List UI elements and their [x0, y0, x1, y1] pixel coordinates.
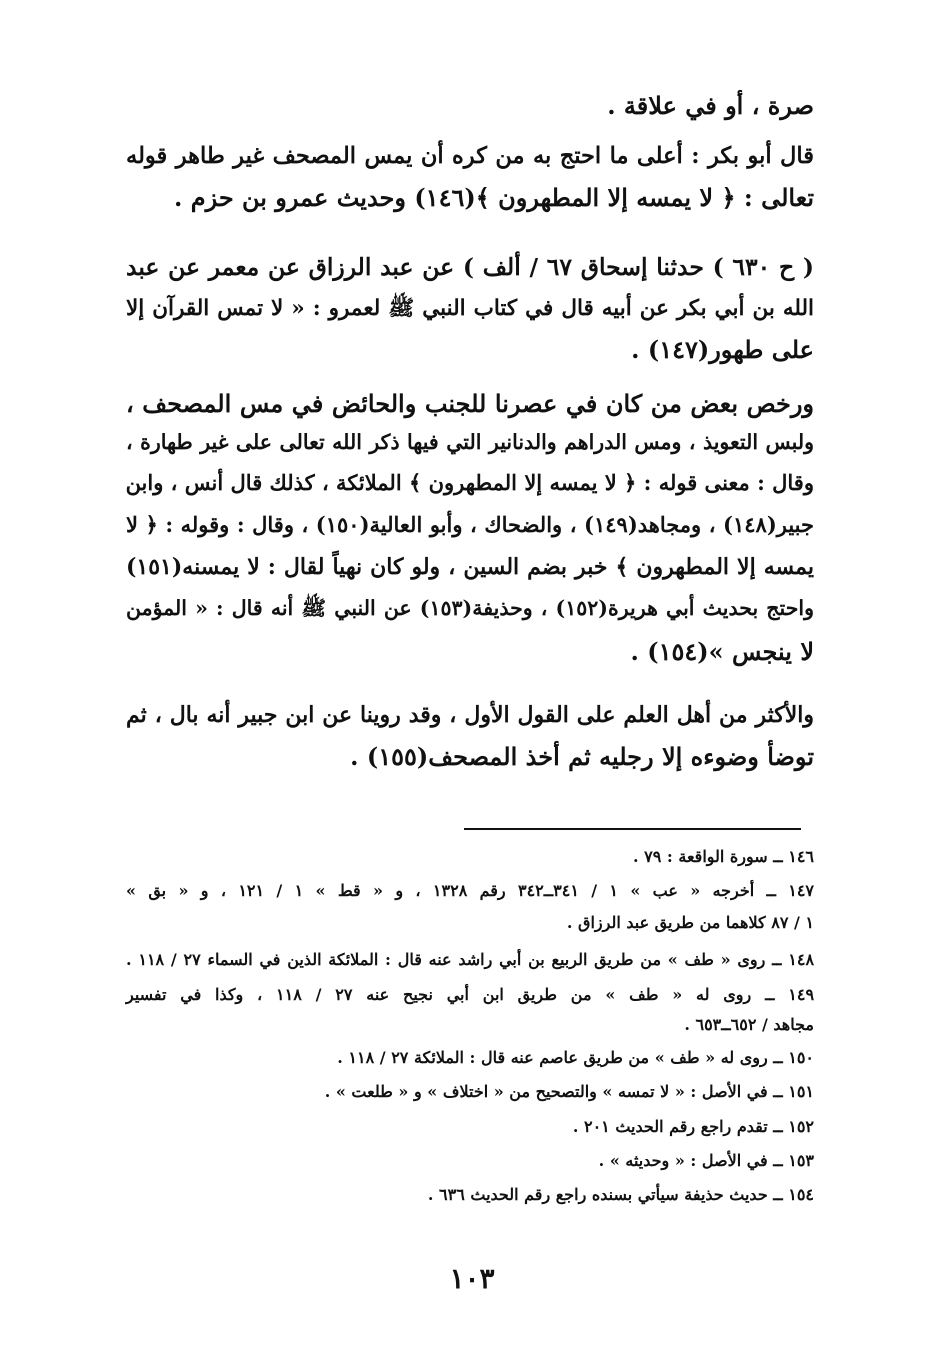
body-line-10: جبير(١٤٨) ، ومجاهد(١٤٩) ، والضحاك ، وأبو العالية(١٥٠) ، وقال : وقوله : ﴿ لا [126, 512, 814, 537]
footnote-153: ١٥٣ ــ في الأصل : « وحديثه » . [598, 1151, 814, 1170]
footnote-152: ١٥٢ ــ تقدم راجع رقم الحديث ٢٠١ . [572, 1117, 814, 1136]
body-line-7: ورخص بعض من كان في عصرنا للجنب والحائض في مس المصحف ، [126, 389, 815, 418]
footnote-147: ١٤٧ ــ أخرجه « عب » ١ / ٣٤١ــ٣٤٢ رقم ١٣٢٨ ، و « قط » ١ / ١٢١ ، و « بق » [126, 881, 815, 900]
body-line-5: الله بن أبي بكر عن أبيه قال في كتاب النبي ﷺ لعمرو : « لا تمس القرآن إلا [126, 296, 814, 321]
body-line-1: صرة ، أو في علاقة . [607, 91, 814, 120]
footnote-151: ١٥١ ــ في الأصل : « لا تمسه » والتصحيح من « اختلاف » و « طلعت » . [324, 1082, 814, 1101]
footnote-150: ١٥٠ ــ روى له « طف » من طريق عاصم عنه قال : الملائكة ٢٧ / ١١٨ . [337, 1048, 814, 1067]
footnote-146: ١٤٦ ــ سورة الواقعة : ٧٩ . [633, 847, 814, 866]
body-line-13: لا ينجس »(١٥٤) . [630, 637, 814, 666]
body-line-8: ولبس التعويذ ، ومس الدراهم والدنانير التي فيها ذكر الله تعالى على غير طهارة ، [126, 430, 814, 454]
footnote-148: ١٤٨ ــ روى « طف » من طريق الربيع بن أبي راشد عنه قال : الملائكة الذين في السماء ٢٧ / ١١٨ . [126, 950, 815, 969]
body-line-15: توضأ وضوءه إلا رجليه ثم أخذ المصحف(١٥٥) . [350, 742, 814, 771]
footnote-149: ١٤٩ ــ روى له « طف » من طريق ابن أبي نجيح عنه ٢٧ / ١١٨ ، وكذا في تفسير [126, 985, 815, 1004]
page-number: ١٠٣ [449, 1262, 495, 1295]
body-line-11: يمسه إلا المطهرون ﴾ خبر بضم السين ، ولو كان نهياً لقال : لا يمسنه(١٥١) [126, 554, 814, 580]
body-line-2: قال أبو بكر : أعلى ما احتج به من كره أن يمس المصحف غير طاهر قوله [126, 143, 814, 169]
body-line-4: ( ح ٦٣٠ ) حدثنا إسحاق ٦٧ / ألف ) عن عبد الرزاق عن معمر عن عبد [126, 253, 815, 281]
body-line-12: واحتج بحديث أبي هريرة(١٥٢) ، وحذيفة(١٥٣) عن النبي ﷺ أنه قال : « المؤمن [126, 596, 814, 620]
body-line-3: تعالى : ﴿ لا يمسه إلا المطهرون ﴾(١٤٦) وحديث عمرو بن حزم . [174, 183, 814, 212]
body-line-9: وقال : معنى قوله : ﴿ لا يمسه إلا المطهرون ﴾ الملائكة ، كذلك قال أنس ، وابن [125, 470, 814, 495]
footnote-separator [464, 828, 801, 830]
body-line-6: على طهور(١٤٧) . [631, 335, 814, 364]
footnote-149-cont: مجاهد / ٦٥٢ــ٦٥٣ . [684, 1015, 814, 1034]
body-line-14: والأكثر من أهل العلم على القول الأول ، وقد روينا عن ابن جبير أنه بال ، ثم [126, 702, 814, 728]
footnote-147-cont: ١ / ٨٧ كلاهما من طريق عبد الرزاق . [566, 913, 814, 932]
footnote-154: ١٥٤ ــ حديث حذيفة سيأتي بسنده راجع رقم الحديث ٦٣٦ . [427, 1185, 814, 1204]
